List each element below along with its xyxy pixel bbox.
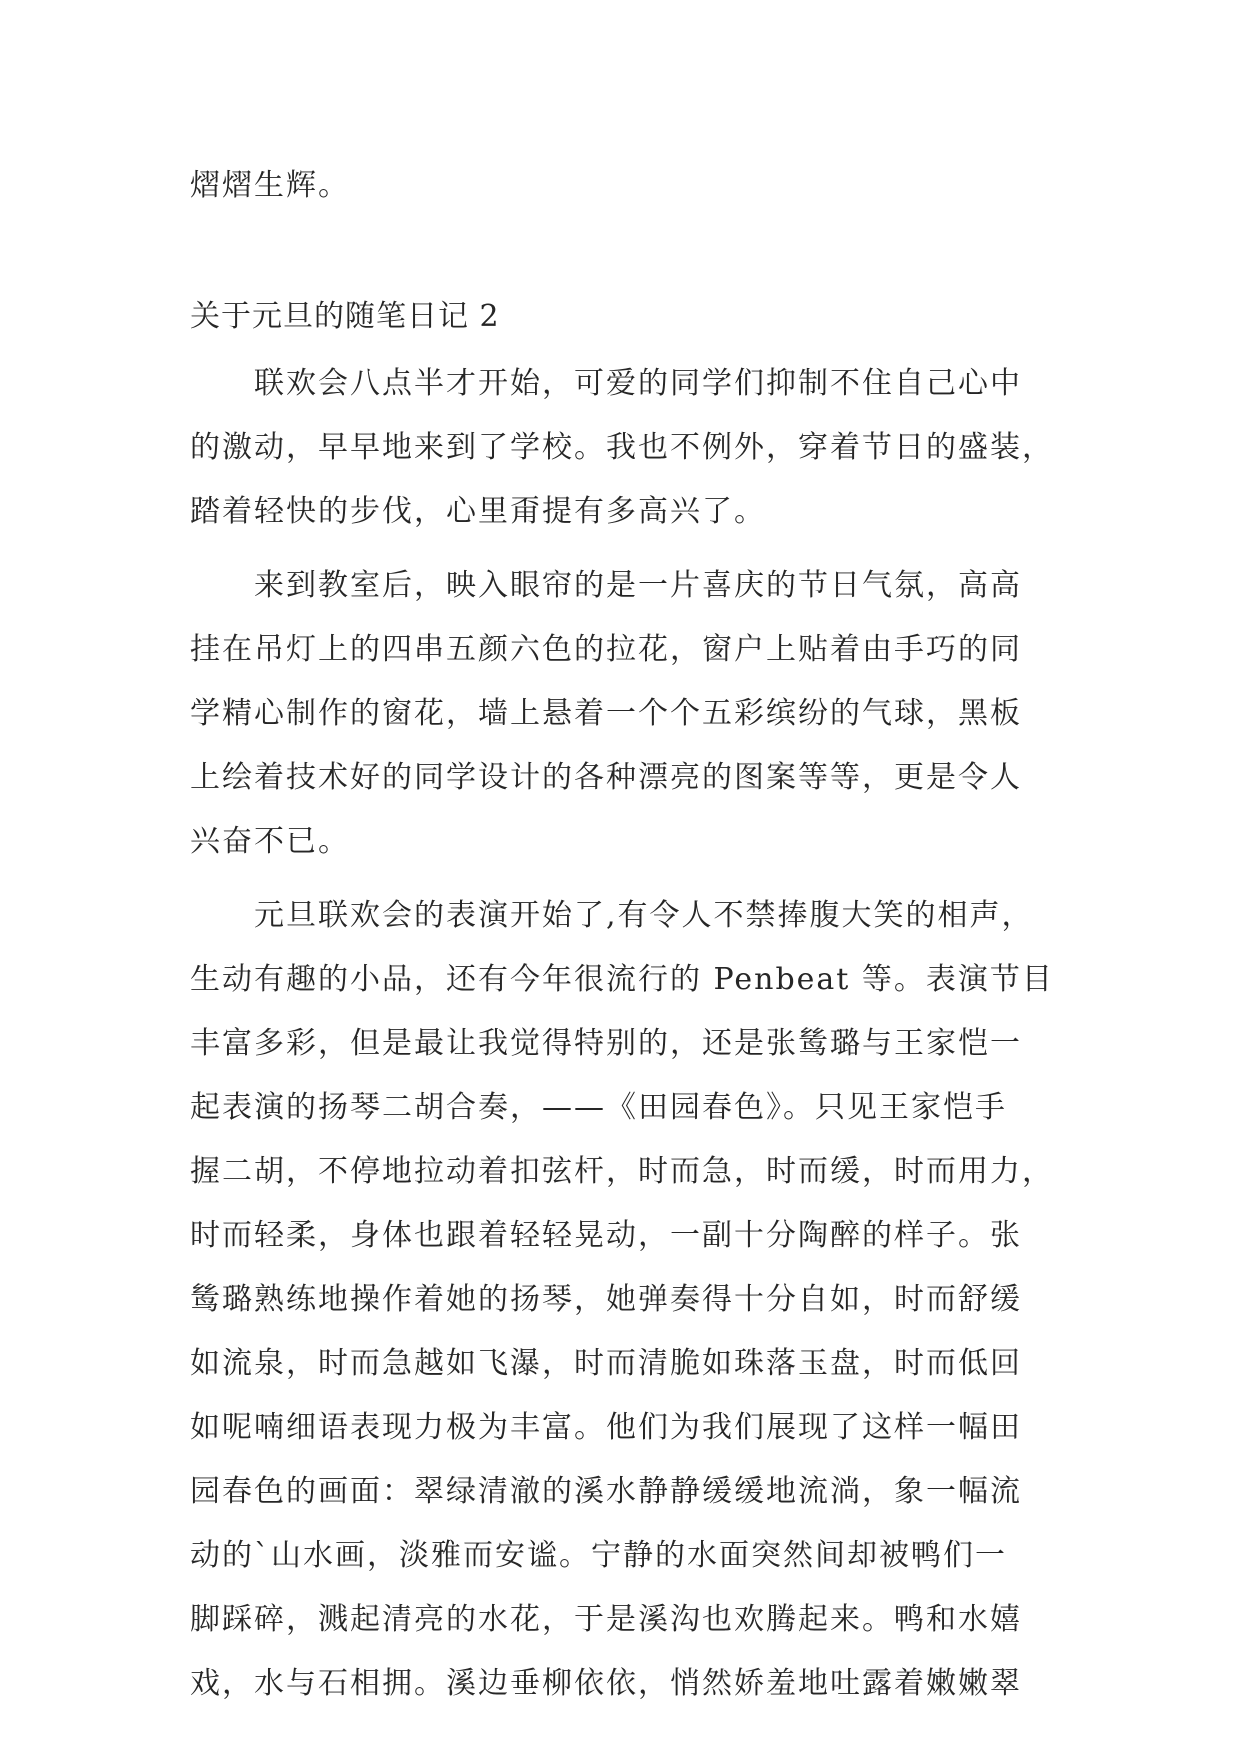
paragraph-line: 戏，水与石相拥。溪边垂柳依依，悄然娇羞地吐露着嫩嫩翠: [190, 1666, 1022, 1701]
paragraph-line: 兴奋不已。: [190, 824, 350, 859]
paragraph-line: 元旦联欢会的表演开始了,有令人不禁捧腹大笑的相声，: [254, 898, 1034, 933]
paragraph: [190, 554, 1058, 874]
paragraph-line: 如流泉，时而急越如飞瀑，时而清脆如珠落玉盘，时而低回: [190, 1346, 1022, 1381]
paragraph-line: 脚踩碎，溅起清亮的水花，于是溪沟也欢腾起来。鸭和水嬉: [190, 1602, 1022, 1637]
paragraph-gap: [190, 544, 1058, 554]
paragraph-line: 时而轻柔，身体也跟着轻轻晃动，一副十分陶醉的样子。张: [190, 1218, 1022, 1253]
paragraph-line: 踏着轻快的步伐，心里甭提有多高兴了。: [190, 494, 766, 529]
blank-line: [190, 218, 1058, 282]
paragraph-line: 挂在吊灯上的四串五颜六色的拉花，窗户上贴着由手巧的同: [190, 632, 1022, 667]
paragraph-line: 上绘着技术好的同学设计的各种漂亮的图案等等，更是令人: [190, 760, 1022, 795]
paragraph-gap: [190, 874, 1058, 884]
paragraph: [190, 352, 1058, 544]
paragraph-line: 如呢喃细语表现力极为丰富。他们为我们展现了这样一幅田: [190, 1410, 1022, 1445]
section-heading: 关于元旦的随笔日记 2: [190, 299, 500, 334]
paragraph-line: 生动有趣的小品，还有今年很流行的 Penbeat 等。表演节目: [190, 962, 1054, 997]
document-body: [190, 154, 1058, 1716]
continuation-line: 熠熠生辉。: [190, 168, 350, 203]
paragraph-line: 学精心制作的窗花，墙上悬着一个个五彩缤纷的气球，黑板: [190, 696, 1022, 731]
paragraph-line: 鸶璐熟练地操作着她的扬琴，她弹奏得十分自如，时而舒缓: [190, 1282, 1022, 1317]
paragraph-line: 园春色的画面：翠绿清澈的溪水静静缓缓地流淌，象一幅流: [190, 1474, 1022, 1509]
paragraph-line: 起表演的扬琴二胡合奏，——《田园春色》。只见王家恺手: [190, 1090, 1007, 1125]
paragraph-line: 联欢会八点半才开始，可爱的同学们抑制不住自己心中: [254, 366, 1022, 401]
paragraph-line: 的激动，早早地来到了学校。我也不例外，穿着节日的盛装，: [190, 430, 1054, 465]
paragraph: [190, 884, 1058, 1716]
paragraph-line: 丰富多彩，但是最让我觉得特别的，还是张鸶璐与王家恺一: [190, 1026, 1022, 1061]
paragraph-line: 动的`山水画，淡雅而安谧。宁静的水面突然间却被鸭们一: [190, 1538, 1007, 1573]
paragraph-line: 握二胡，不停地拉动着扣弦杆，时而急，时而缓，时而用力，: [190, 1154, 1054, 1189]
paragraph-line: 来到教室后，映入眼帘的是一片喜庆的节日气氛，高高: [254, 568, 1022, 603]
